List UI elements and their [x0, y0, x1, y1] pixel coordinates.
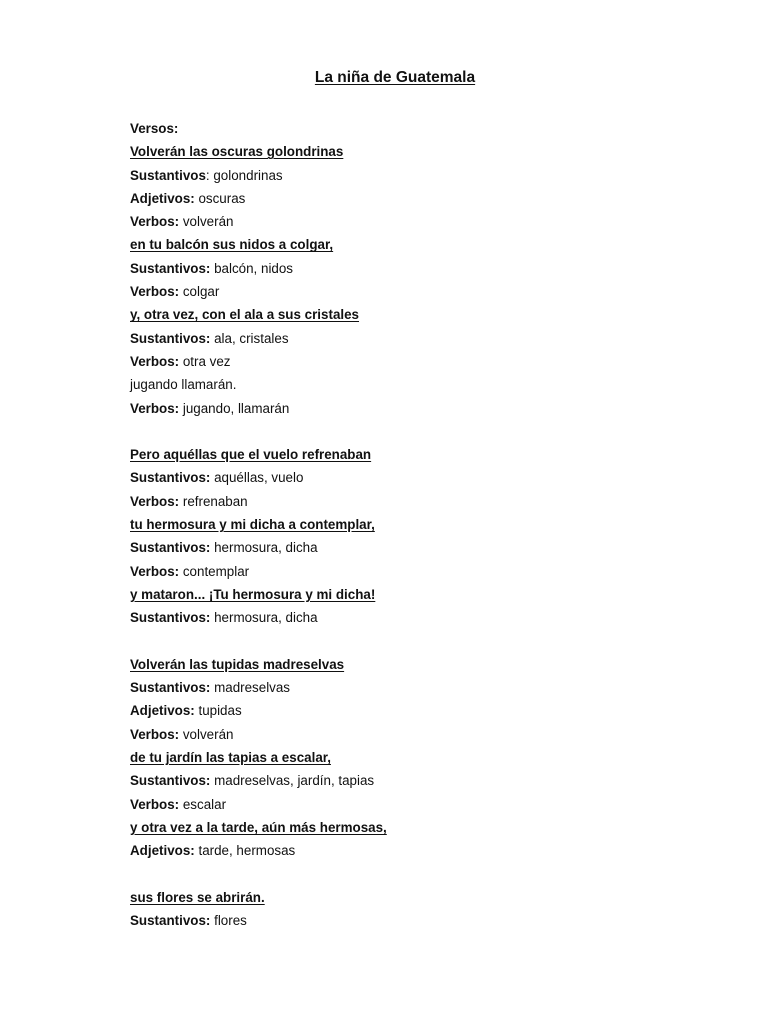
entry-label: Verbos:	[130, 400, 180, 416]
entry-value: oscuras	[198, 190, 246, 206]
entry-value: tupidas	[198, 703, 242, 719]
entry-label: Sustantivos:	[130, 470, 211, 486]
analysis-entry	[130, 723, 728, 746]
analysis-entry	[130, 164, 728, 187]
analysis-entry	[130, 327, 728, 350]
entry-label: Sustantivos:	[130, 773, 211, 789]
entry-label: Verbos:	[130, 796, 180, 812]
stanza-spacer	[130, 420, 728, 443]
verse-line: tu hermosura y mi dicha a contemplar,	[130, 517, 375, 533]
verse-line: Pero aquéllas que el vuelo refrenaban	[130, 447, 372, 463]
entry-label: Adjetivos:	[130, 843, 195, 859]
entry-value: jugando, llamarán	[182, 400, 290, 416]
analysis-entry	[130, 280, 728, 303]
entry-value: refrenaban	[182, 493, 248, 509]
analysis-entry	[130, 257, 728, 280]
document-body	[130, 117, 728, 932]
analysis-entry	[130, 699, 728, 722]
entry-label: Verbos:	[130, 493, 180, 509]
analysis-entry	[130, 560, 728, 583]
analysis-entry	[130, 187, 728, 210]
analysis-entry	[130, 536, 728, 559]
entry-value: madreselvas, jardín, tapias	[214, 773, 375, 789]
analysis-entry	[130, 793, 728, 816]
entry-label: Sustantivos	[130, 167, 206, 183]
entry-label: Adjetivos:	[130, 703, 195, 719]
analysis-entry	[130, 490, 728, 513]
analysis-entry	[130, 210, 728, 233]
entry-value: hermosura, dicha	[214, 610, 318, 626]
verse-line: sus flores se abrirán.	[130, 889, 265, 905]
stanza-spacer	[130, 630, 728, 653]
entry-label: Sustantivos:	[130, 913, 211, 929]
entry-label: Sustantivos:	[130, 610, 211, 626]
stanza-spacer	[130, 863, 728, 886]
entry-value: colgar	[182, 284, 220, 300]
analysis-entry	[130, 909, 728, 932]
verse-line: y, otra vez, con el ala a sus cristales	[130, 307, 360, 323]
entry-value: hermosura, dicha	[214, 540, 318, 556]
entry-value: tarde, hermosas	[198, 843, 296, 859]
entry-value: ala, cristales	[214, 330, 289, 346]
analysis-entry	[130, 466, 728, 489]
entry-label: Verbos:	[130, 726, 180, 742]
analysis-entry	[130, 350, 728, 373]
document-title: La niña de Guatemala	[314, 69, 476, 86]
entry-value: escalar	[182, 796, 227, 812]
entry-label: Adjetivos:	[130, 190, 195, 206]
entry-label: Sustantivos:	[130, 260, 211, 276]
entry-separator: :	[205, 167, 214, 183]
entry-value: volverán	[182, 214, 234, 230]
entry-label: Verbos:	[130, 563, 180, 579]
verse-line: y otra vez a la tarde, aún más hermosas,	[130, 819, 387, 835]
entry-label: Verbos:	[130, 284, 180, 300]
analysis-entry	[130, 676, 728, 699]
entry-label: Sustantivos:	[130, 680, 211, 696]
entry-value: aquéllas, vuelo	[214, 470, 304, 486]
entry-label: Verbos:	[130, 214, 180, 230]
verse-line-plain: jugando llamarán.	[130, 377, 237, 393]
section-heading: Versos:	[130, 121, 179, 136]
analysis-entry	[130, 397, 728, 420]
verse-line: de tu jardín las tapias a escalar,	[130, 750, 331, 766]
entry-value: golondrinas	[213, 167, 283, 183]
analysis-entry	[130, 769, 728, 792]
entry-value: balcón, nidos	[214, 260, 294, 276]
analysis-entry	[130, 839, 728, 862]
entry-value: contemplar	[182, 563, 250, 579]
verse-line: Volverán las tupidas madreselvas	[130, 656, 345, 672]
entry-value: flores	[214, 913, 247, 929]
entry-label: Sustantivos:	[130, 330, 211, 346]
entry-label: Sustantivos:	[130, 540, 211, 556]
verse-line: en tu balcón sus nidos a colgar,	[130, 237, 334, 253]
analysis-entry	[130, 606, 728, 629]
verse-line: Volverán las oscuras golondrinas	[130, 144, 344, 160]
entry-value: madreselvas	[214, 680, 291, 696]
verse-line: y mataron... ¡Tu hermosura y mi dicha!	[130, 586, 376, 602]
entry-label: Verbos:	[130, 353, 180, 369]
entry-value: volverán	[182, 726, 234, 742]
entry-value: otra vez	[182, 353, 231, 369]
